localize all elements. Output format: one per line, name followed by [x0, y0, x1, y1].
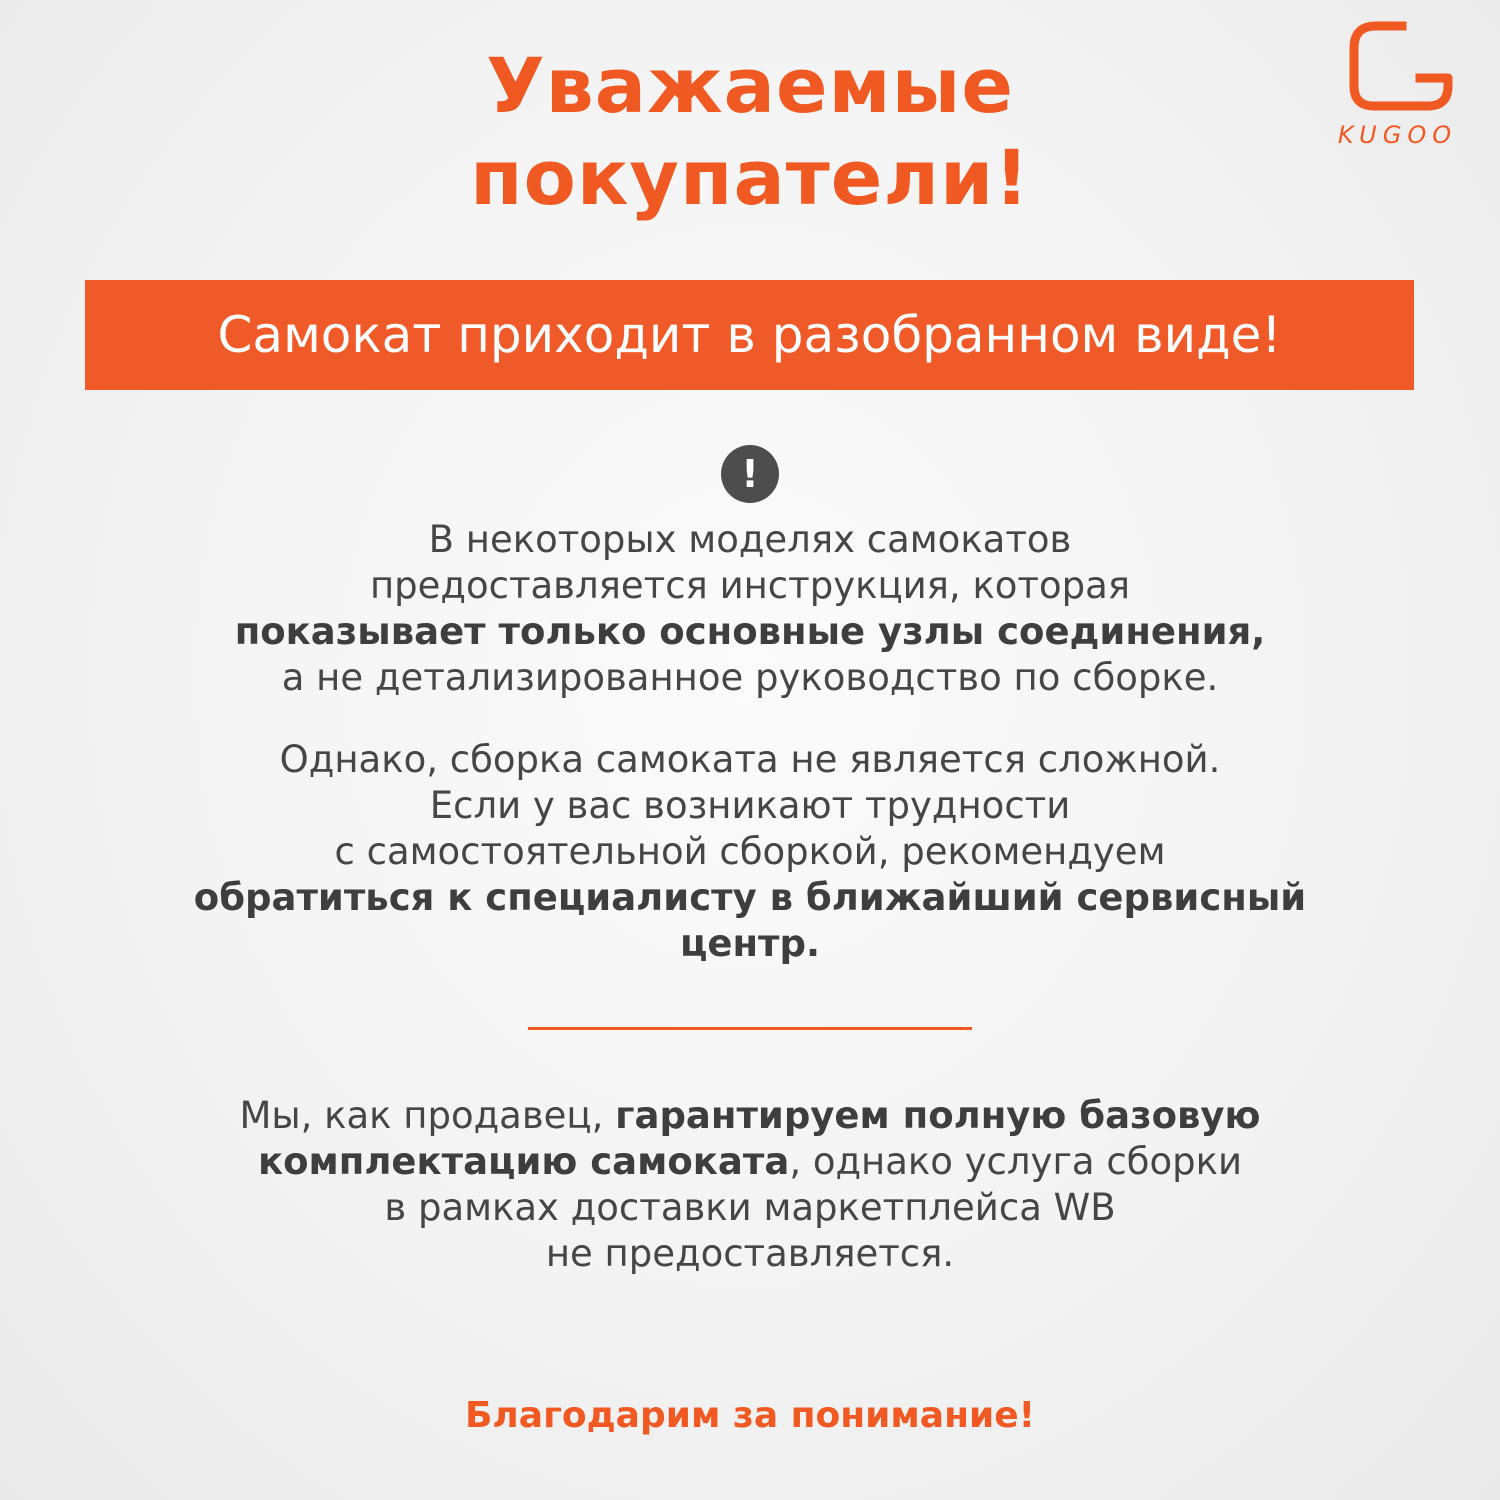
banner [85, 280, 1414, 390]
bold-text: центр. [679, 922, 821, 965]
page-title-line-1: Уважаемые [486, 41, 1014, 130]
paragraph-line-bold [60, 875, 1440, 921]
kugoo-logo-text: KUGOO [1337, 121, 1458, 149]
paragraph-line [60, 1139, 1440, 1185]
paragraph-line: в рамках доставки маркетплейса WB [384, 1186, 1116, 1229]
thanks-message: Благодарим за понимание! [464, 1395, 1036, 1436]
paragraph-line: Если у вас возникают трудности [429, 784, 1071, 827]
paragraph-seller [60, 1093, 1440, 1277]
divider [528, 1027, 972, 1030]
paragraph-line: не предоставляется. [545, 1232, 955, 1275]
banner-text: Самокат приходит в разобранном виде! [217, 306, 1282, 364]
normal-text: , однако услуга сборки [789, 1140, 1243, 1183]
bold-text: комплектацию самоката [257, 1140, 790, 1183]
paragraph-line: предоставляется инструкция, которая [369, 564, 1131, 607]
paragraph-assembly [60, 737, 1440, 967]
paragraph-line-bold [60, 609, 1440, 655]
exclamation-circle-icon: ! [721, 445, 779, 503]
paragraph-line: с самостоятельной сборкой, рекомендуем [334, 830, 1166, 873]
kugoo-g-logo-icon [1310, 18, 1485, 123]
paragraph-instructions [60, 517, 1440, 701]
kugoo-logo [1310, 18, 1485, 148]
paragraph-line-bold [60, 921, 1440, 967]
paragraph-line: а не детализированное руководство по сборке. [281, 656, 1219, 699]
normal-text: Мы, как продавец, [239, 1094, 616, 1137]
paragraph-line: Однако, сборка самоката не является сложной. [279, 738, 1221, 781]
page-title [250, 40, 1250, 224]
bold-text: показывает только основные узлы соединения, [234, 610, 1266, 653]
bold-text: обратиться к специалисту в ближайший сервисный [193, 876, 1307, 919]
paragraph-line [60, 1093, 1440, 1139]
paragraph-line: В некоторых моделях самокатов [428, 518, 1072, 561]
page-title-line-2: покупатели! [470, 133, 1030, 222]
bold-text: гарантируем полную базовую [615, 1094, 1261, 1137]
